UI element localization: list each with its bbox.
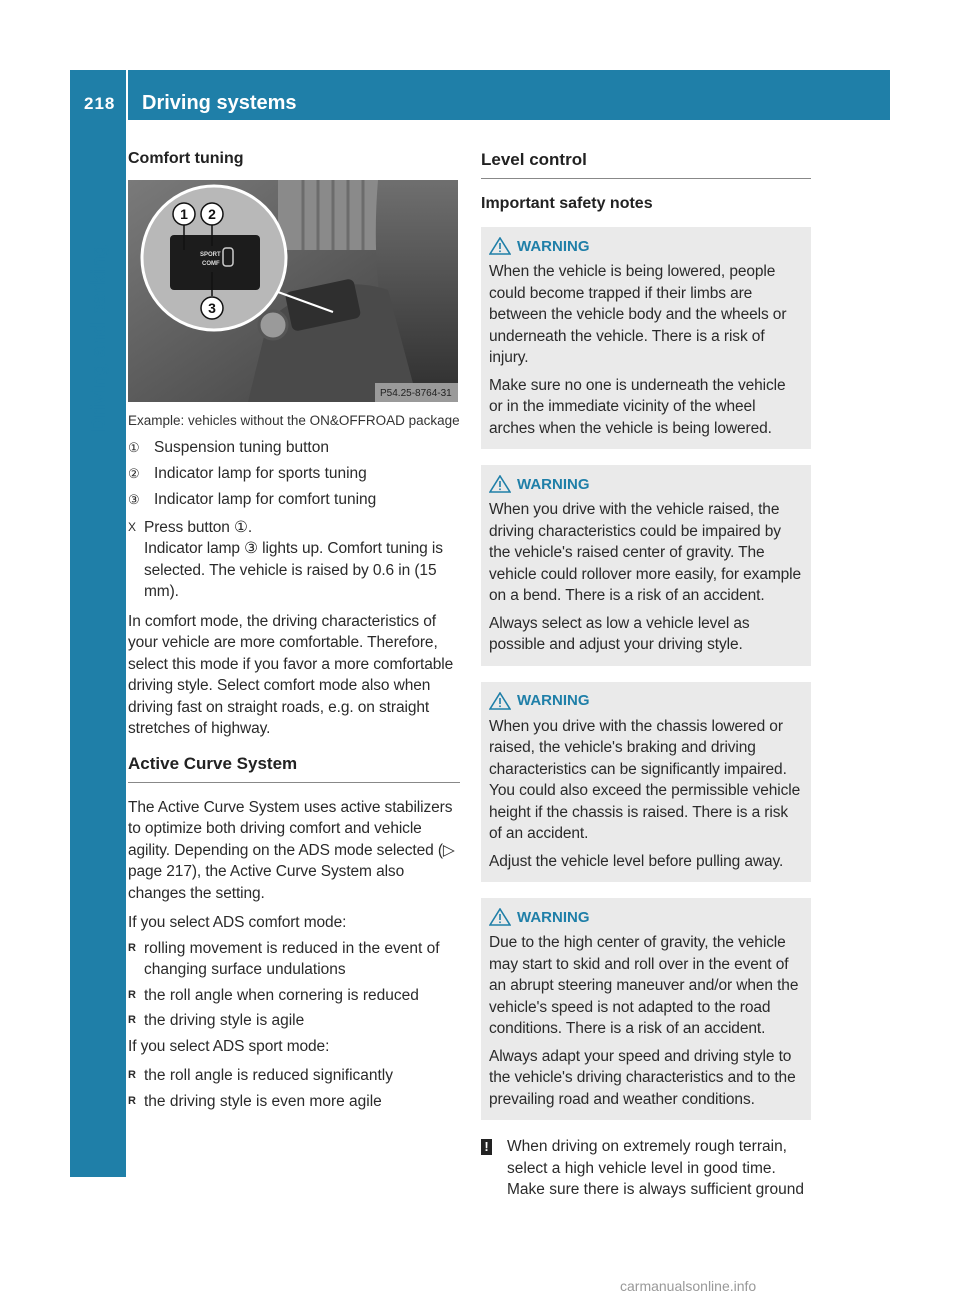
bullet-icon: R: [128, 1069, 136, 1081]
bullet-icon: R: [128, 941, 136, 954]
level-control-heading: Level control: [481, 150, 811, 179]
callout-1: 1: [180, 206, 188, 222]
warning-triangle-icon: [489, 908, 511, 926]
sport-mode-list: [128, 1065, 460, 1112]
active-curve-paragraph: The Active Curve System uses active stabilizers to optimize both driving comfort and vehicle agility. Depending on the ADS mode selected (▷ page 217), the Active Curve System also changes the setting.: [128, 798, 455, 902]
warning-text: When you drive with the vehicle raised, the driving characteristics could be impaired by the vehicle's raised center of gravity. The vehicle could rollover more easily, for example on a bend. There is a risk of an accident.: [489, 501, 802, 604]
figure-code: P54.25-8764-31: [380, 388, 452, 399]
instruction-step: [128, 517, 460, 603]
page-header: [70, 70, 890, 120]
legend-item: [128, 461, 460, 487]
warning-box: [481, 898, 811, 1120]
notice-block: [481, 1136, 811, 1201]
warning-text: Make sure no one is underneath the vehicle or in the immediate vicinity of the wheel arches when the vehicle is being lowered.: [489, 376, 786, 437]
list-item: [128, 1065, 460, 1087]
right-column: [481, 150, 811, 1201]
step-arrow-icon: X: [128, 519, 137, 534]
notice-text: When driving on extremely rough terrain, select a high vehicle level in good time. Make sure there is always sufficient ground: [507, 1138, 804, 1198]
comfort-mode-intro: If you select ADS comfort mode:: [128, 914, 347, 931]
warning-text: When you drive with the chassis lowered or raised, the vehicle's braking and driving characteristics can be significantly impaired. You could also exceed the permissible vehicle height if the chassis is raised. There is a risk of an accident.: [489, 717, 801, 842]
legend-item: [128, 435, 460, 461]
warning-triangle-icon: [489, 692, 511, 710]
chapter-title: Driving systems: [142, 92, 297, 114]
legend-text: Indicator lamp for sports tuning: [154, 464, 367, 482]
legend-number: ①: [128, 439, 140, 455]
legend-number: ③: [128, 491, 140, 507]
list-item: [128, 1010, 460, 1032]
active-curve-heading: Active Curve System: [128, 754, 460, 783]
warning-title: WARNING: [489, 908, 803, 926]
center-console-photo: [128, 180, 458, 402]
watermark: carmanualsonline.info: [620, 1278, 757, 1294]
warning-title: WARNING: [489, 237, 803, 255]
sport-button-label: SPORT: [200, 252, 221, 258]
sport-mode-intro: If you select ADS sport mode:: [128, 1037, 330, 1055]
warning-text: When the vehicle is being lowered, people could become trapped if their limbs are between the vehicle body and the wheels or underneath the vehicle. There is a risk of injury.: [489, 263, 787, 366]
list-item-text: the roll angle when cornering is reduced: [144, 986, 419, 1004]
comf-button-label: COMF: [202, 261, 220, 267]
legend-item: [128, 487, 460, 513]
notice-icon: !: [481, 1136, 507, 1201]
list-item-text: the driving style is even more agile: [144, 1092, 382, 1110]
callout-2: 2: [208, 206, 216, 222]
left-column: [128, 150, 460, 1116]
warning-text: Always select as low a vehicle level as possible and adjust your driving style.: [489, 614, 750, 653]
bullet-icon: R: [128, 1014, 136, 1026]
bullet-icon: R: [128, 988, 136, 1001]
header-divider: [126, 70, 128, 120]
warning-text: Adjust the vehicle level before pulling away.: [489, 852, 784, 870]
list-item: [128, 938, 460, 981]
comfort-tuning-heading: Comfort tuning: [128, 150, 244, 167]
warning-box: [481, 682, 811, 883]
console-illustration: [128, 180, 458, 402]
comfort-mode-paragraph: In comfort mode, the driving characteristics of your vehicle are more comfortable. Therefore, select this mode if you favor a more comfortable driving style. Select comfort mode also when driving fast on straight roads, e.g. on straight stretches of highway.: [128, 612, 454, 737]
list-item-text: the driving style is agile: [144, 1012, 305, 1029]
side-tab-label: Driving and parking: [88, 244, 110, 432]
warning-text: Due to the high center of gravity, the vehicle may start to skid and roll over in the event of an abrupt steering maneuver and/or when the vehicle's speed is not adapted to the road conditions. There is a risk of an accident.: [489, 934, 799, 1037]
list-item: [128, 1091, 460, 1113]
step-action: Press button ①.: [144, 518, 253, 536]
list-item-text: the roll angle is reduced significantly: [144, 1067, 393, 1084]
figure-legend: [128, 435, 460, 513]
warning-triangle-icon: [489, 237, 511, 255]
warning-box: [481, 227, 811, 449]
legend-text: Indicator lamp for comfort tuning: [154, 490, 377, 508]
warning-text: Always adapt your speed and driving style to the vehicle's driving characteristics and to the prevailing road and weather conditions.: [489, 1047, 796, 1108]
comfort-mode-list: [128, 938, 460, 1032]
list-item: [128, 985, 460, 1007]
figure-caption: Example: vehicles without the ON&OFFROAD package: [128, 413, 460, 428]
legend-text: Suspension tuning button: [154, 438, 329, 456]
warning-title: WARNING: [489, 475, 803, 493]
warning-title: WARNING: [489, 692, 803, 710]
warning-box: [481, 465, 811, 666]
step-result: Indicator lamp ③ lights up. Comfort tuning is selected. The vehicle is raised by 0.6 in (15 mm).: [144, 540, 443, 600]
safety-notes-heading: Important safety notes: [481, 195, 653, 212]
callout-3: 3: [208, 300, 216, 316]
legend-number: ②: [128, 465, 140, 481]
page-number: 218: [84, 94, 116, 113]
warning-triangle-icon: [489, 475, 511, 493]
list-item-text: rolling movement is reduced in the event of changing surface undulations: [144, 939, 440, 978]
bullet-icon: R: [128, 1094, 136, 1107]
